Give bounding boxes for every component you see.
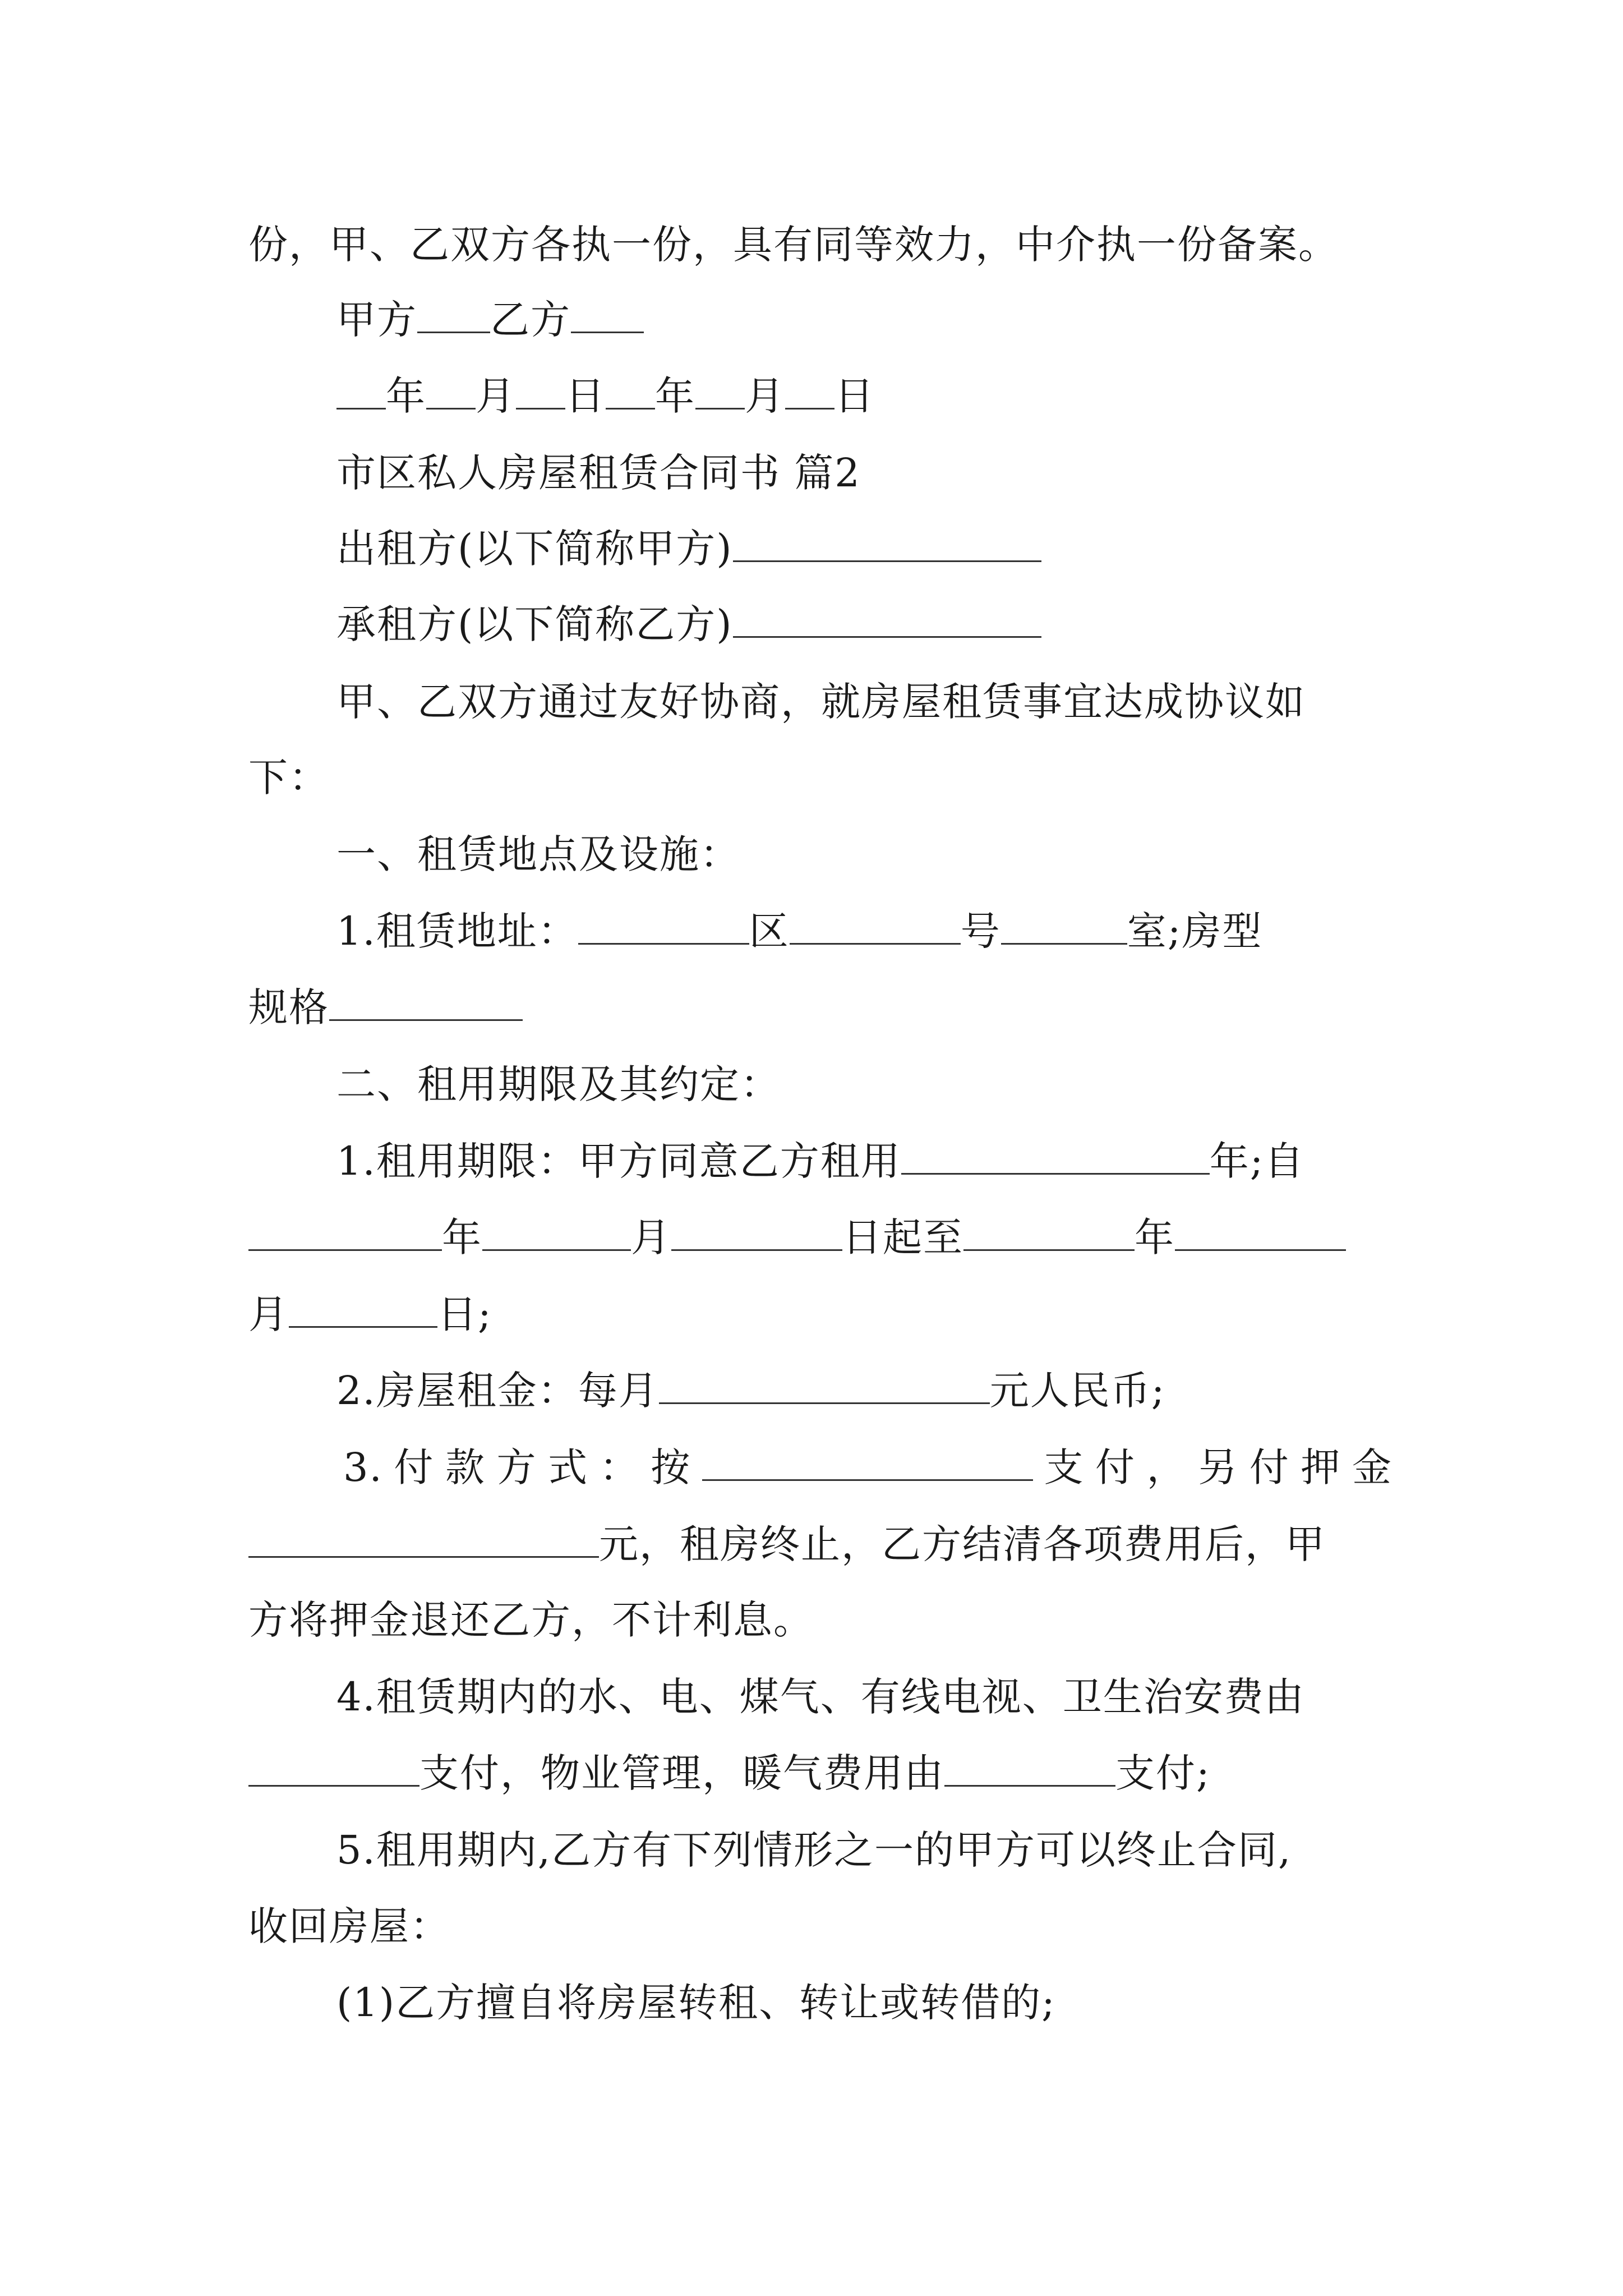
date-line: 年 月 日 年 月 日 [336,369,1393,423]
section-title: 市区私人房屋租赁合同书 篇2 [336,450,861,496]
text-line: (1)乙方擅自将房屋转租、转让或转借的; [336,1980,1056,2026]
party-a-blank [417,295,490,333]
clause-heading: 二、租用期限及其约定： [336,1061,781,1107]
address-line: 1.租赁地址： 区 号 室;房型 [336,904,1393,958]
lessor-line: 出租方(以下简称甲方) [336,522,1393,576]
text-line: 甲、乙双方通过友好协商，就房屋租赁事宜达成协议如 [336,679,1306,725]
lessor-blank [733,523,1041,562]
term-dates-line: 年 月 日起至 年 [248,1211,1393,1264]
term-dates-line: 月 日; [248,1287,1393,1341]
spec-line: 规格 [248,981,1393,1034]
text-line: 收回房屋： [248,1903,450,1949]
lessee-line: 承租方(以下简称乙方) [336,597,1393,651]
term-line: 1.租用期限：甲方同意乙方租用 年;自 [336,1134,1393,1188]
text-line: 5.租用期内,乙方有下列情形之一的甲方可以终止合同, [336,1827,1292,1873]
clause-heading: 一、租赁地点及设施： [336,831,740,877]
deposit-line: 元，租房终止，乙方结清各项费用后，甲 [248,1517,1393,1571]
text-line: 份，甲、乙双方各执一份，具有同等效力，中介执一份备案。 [248,222,1339,268]
text-line: 4.租赁期内的水、电、煤气、有线电视、卫生治安费由 [336,1674,1305,1720]
fees-line: 支付，物业管理，暖气费用由 支付; [248,1746,1393,1800]
lessee-blank [733,599,1041,638]
rent-line: 2.房屋租金：每月 元人民币; [336,1364,1393,1418]
payment-line: 3.付款方式：按 支付，另付押金 [343,1441,1393,1494]
text-line: 下： [248,754,329,800]
party-b-blank [571,295,644,333]
signature-line: 甲方 乙方 [336,293,1393,347]
text-line: 方将押金退还乙方，不计利息。 [248,1597,814,1643]
